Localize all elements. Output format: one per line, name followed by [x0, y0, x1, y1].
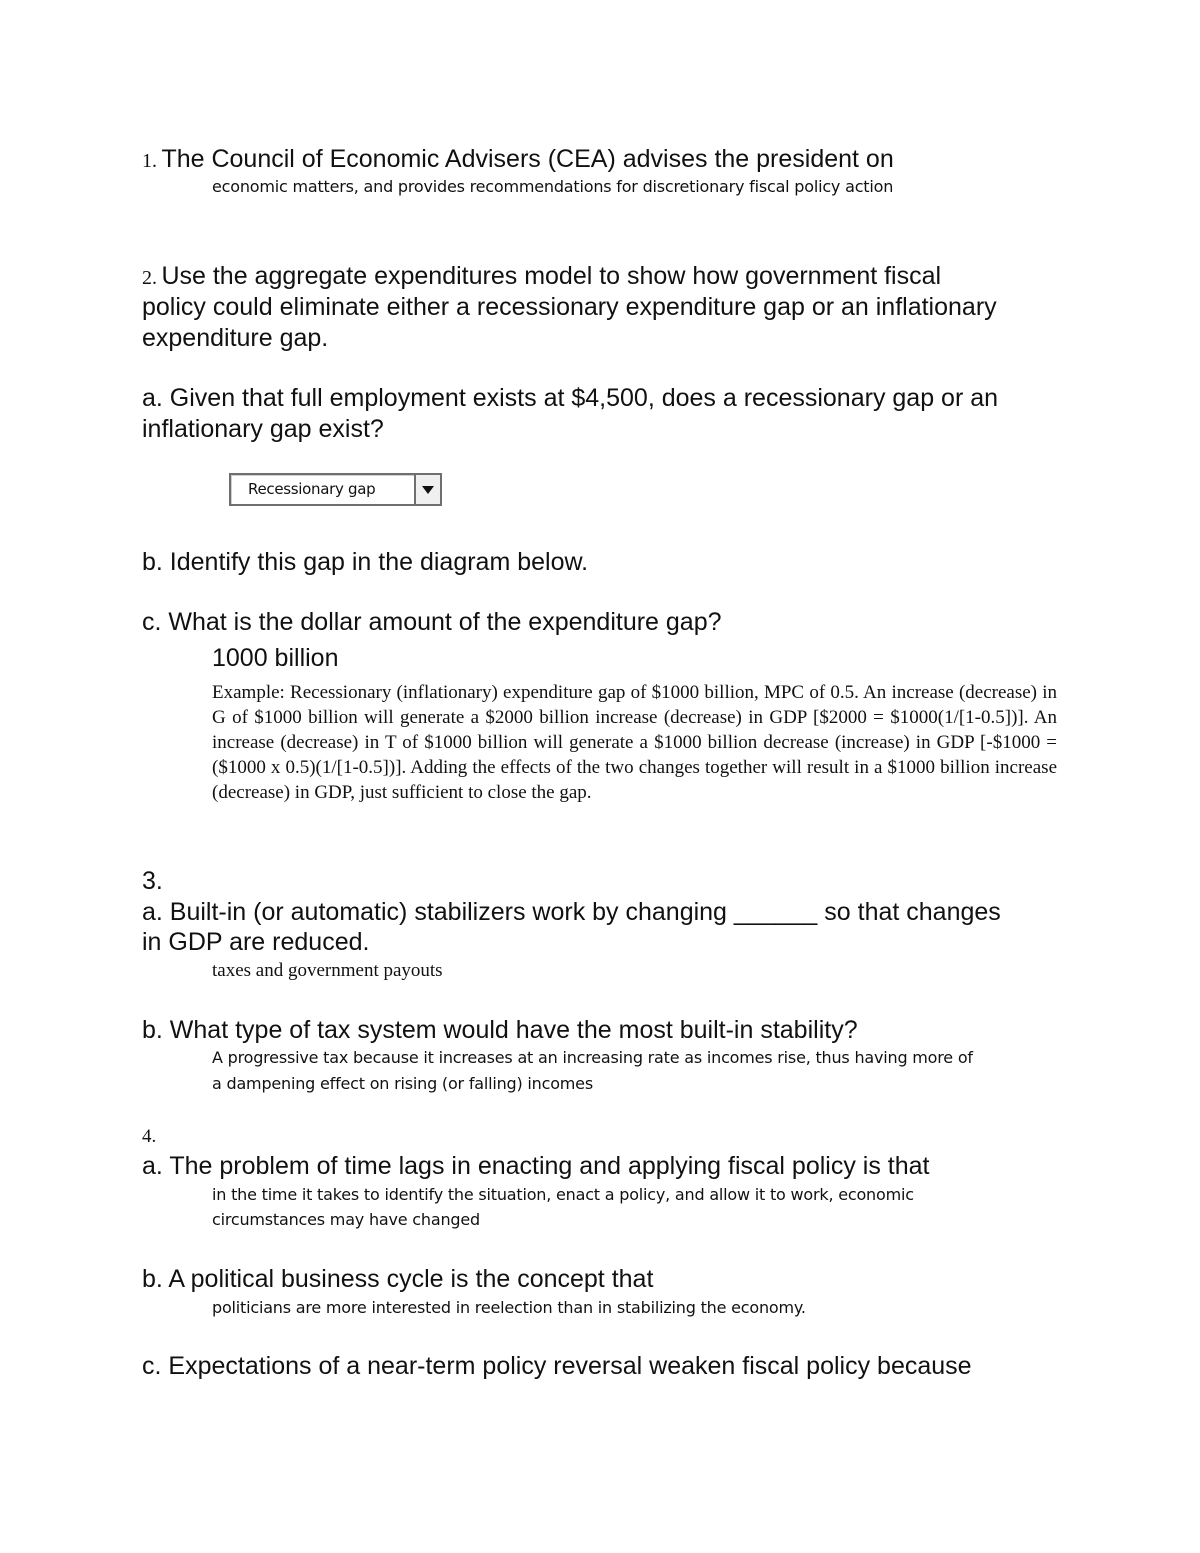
question-4c-text: c. Expectations of a near-term policy reversal weaken fiscal policy because [142, 1352, 972, 1380]
question-1-text: The Council of Economic Advisers (CEA) advises the president on [161, 145, 894, 173]
question-4a-answer-2: circumstances may have changed [212, 1210, 480, 1229]
gap-type-select-value: Recessionary gap [248, 480, 376, 498]
question-3-number: 3. [142, 867, 163, 895]
question-2-text-3: expenditure gap. [142, 324, 329, 352]
question-3b-answer-1: A progressive tax because it increases at an increasing rate as incomes rise, thus having more of [212, 1048, 973, 1067]
question-4-number: 4. [142, 1126, 157, 1147]
question-3b-answer-2: a dampening effect on rising (or falling) incomes [212, 1074, 593, 1093]
question-2b-text: b. Identify this gap in the diagram below. [142, 548, 589, 576]
question-4a-answer-1: in the time it takes to identify the situation, enact a policy, and allow it to work, economic [212, 1185, 914, 1204]
question-2-number: 2. [142, 267, 157, 289]
question-4b-answer: politicians are more interested in reelection than in stabilizing the economy. [212, 1298, 806, 1317]
question-3b-text: b. What type of tax system would have the most built-in stability? [142, 1016, 858, 1044]
question-2-text-1: Use the aggregate expenditures model to show how government fiscal [161, 262, 942, 290]
question-2-line-1 [142, 261, 941, 292]
question-2a-text-1: a. Given that full employment exists at $4,500, does a recessionary gap or an [142, 384, 999, 412]
question-4a-text: a. The problem of time lags in enacting and applying fiscal policy is that [142, 1152, 930, 1180]
question-3a-answer: taxes and government payouts [212, 960, 443, 981]
question-1-number: 1. [142, 150, 157, 172]
question-4b-text: b. A political business cycle is the concept that [142, 1265, 654, 1293]
example-paragraph: Example: Recessionary (inflationary) expenditure gap of $1000 billion, MPC of 0.5. An increase (decrease) in G of $1000 billion will generate a $2000 billion increase (decrease) in GDP [$2000 = $1000(1/[1-0.5])]. An increase (decrease) in T of $1000 billion will generate a $1000 billion decrease (increase) in GDP [-$1000 = ($1000 x 0.5)(1/[1-0.5])]. Adding the effects of the two changes together will result in a $1000 billion increase (decrease) in GDP, just sufficient to close the gap. [212, 682, 1057, 803]
question-2c-text: c. What is the dollar amount of the expenditure gap? [142, 608, 722, 636]
question-2-text-2: policy could eliminate either a recessionary expenditure gap or an inflationary [142, 293, 997, 321]
question-2a-text-2: inflationary gap exist? [142, 415, 384, 443]
question-3a-text-2: in GDP are reduced. [142, 928, 370, 956]
question-1-answer: economic matters, and provides recommendations for discretionary fiscal policy action [212, 177, 894, 196]
question-2c-answer: 1000 billion [212, 644, 339, 672]
question-1 [142, 144, 894, 175]
gap-type-select[interactable] [229, 473, 442, 506]
triangle-down-icon [421, 485, 435, 495]
dropdown-arrow-icon[interactable] [414, 475, 440, 504]
question-3a-text-1: a. Built-in (or automatic) stabilizers work by changing ______ so that changes [142, 898, 1001, 926]
